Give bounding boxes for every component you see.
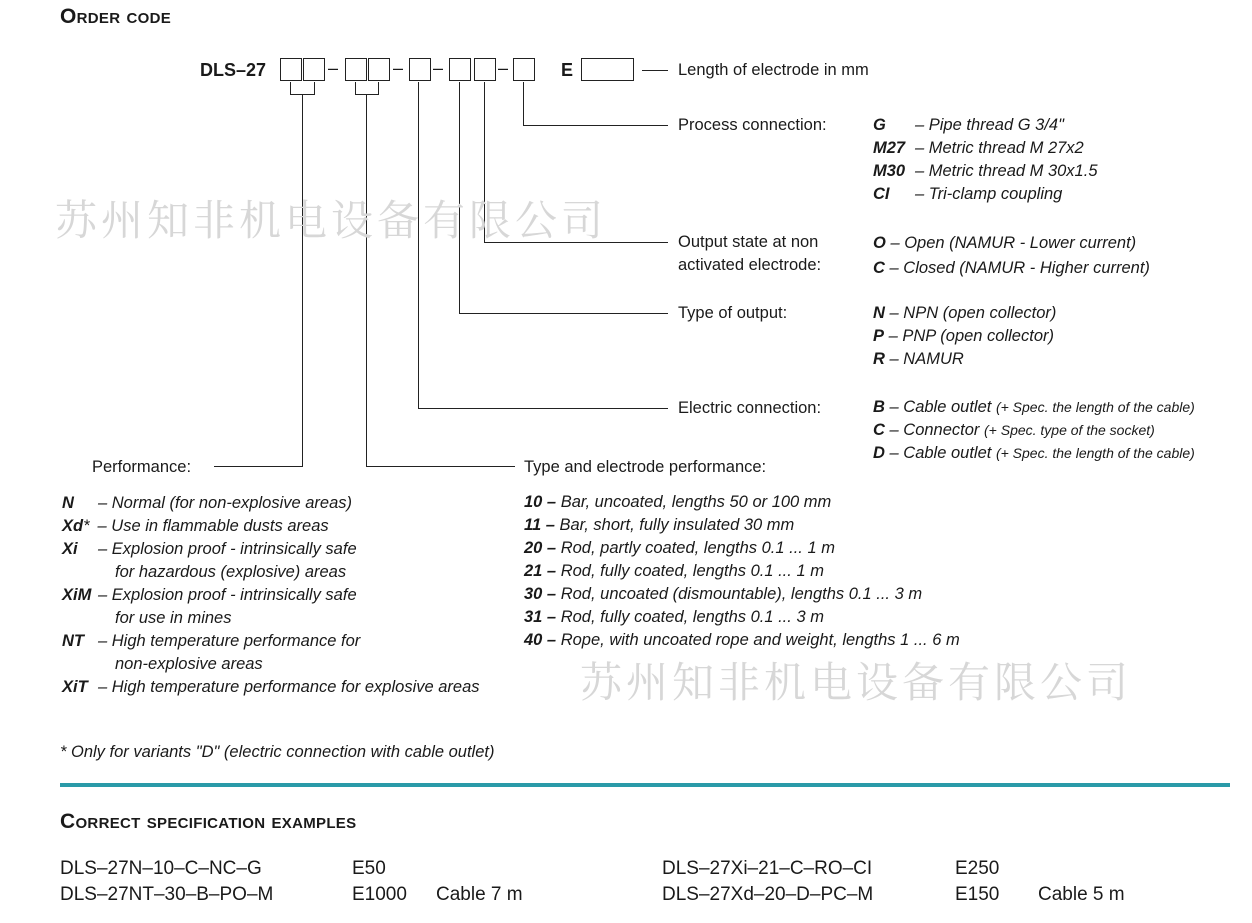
code-box-length (581, 58, 634, 81)
leader-line (366, 94, 367, 466)
bracket (290, 82, 291, 94)
code-box-electric (409, 58, 431, 81)
performance-option-cont: for hazardous (explosive) areas (115, 563, 347, 581)
example-length: E150 (955, 884, 1000, 905)
code-dash: – (328, 58, 339, 78)
performance-option: Xd* – Use in flammable dusts areas (62, 517, 329, 535)
code-box-performance-2 (303, 58, 325, 81)
leader-line (523, 125, 668, 126)
leader-line (418, 408, 668, 409)
process-option: G – Pipe thread G 3/4" (873, 116, 1064, 134)
section-divider (60, 783, 1230, 787)
process-label: Process connection: (678, 116, 827, 134)
type-perf-option: 40 – Rope, with uncoated rope and weight, lengths 1 ... 6 m (524, 631, 960, 649)
example-code: DLS–27Xi–21–C–RO–CI (662, 858, 873, 879)
electric-option: B – Cable outlet (+ Spec. the length of the cable) (873, 398, 1195, 416)
output-type-option: P – PNP (open collector) (873, 327, 1054, 345)
code-dash: – (498, 58, 509, 78)
bracket (314, 82, 315, 94)
example-length: E250 (955, 858, 1000, 879)
electric-label: Electric connection: (678, 399, 822, 417)
example-code: DLS–27Xd–20–D–PC–M (662, 884, 874, 905)
footnote: * Only for variants "D" (electric connection with cable outlet) (60, 743, 495, 761)
output-state-label: Output state at non (678, 233, 819, 251)
code-box-process (513, 58, 535, 81)
leader-line (642, 70, 668, 71)
electric-option: C – Connector (+ Spec. type of the socket) (873, 421, 1155, 439)
type-perf-option: 31 – Rod, fully coated, lengths 0.1 ... 3 m (524, 608, 824, 626)
example-extra: Cable 5 m (1038, 884, 1125, 905)
output-state-option: O – Open (NAMUR - Lower current) (873, 234, 1137, 252)
bracket (355, 82, 356, 94)
code-box-type-1 (345, 58, 367, 81)
type-perf-option: 21 – Rod, fully coated, lengths 0.1 ... 1 m (524, 562, 824, 580)
examples-title: Correct specification examples (60, 810, 357, 833)
example-length: E1000 (352, 884, 407, 905)
performance-option: XiT – High temperature performance for explosive areas (62, 678, 480, 696)
bracket (355, 94, 379, 95)
code-dash: – (393, 58, 404, 78)
type-perf-option: 10 – Bar, uncoated, lengths 50 or 100 mm (524, 493, 832, 511)
code-box-output-state (474, 58, 496, 81)
process-option: M30 – Metric thread M 30x1.5 (873, 162, 1098, 180)
page-title: Order code (60, 5, 172, 28)
leader-line (459, 313, 668, 314)
output-type-label: Type of output: (678, 304, 788, 322)
type-perf-option: 11 – Bar, short, fully insulated 30 mm (524, 516, 795, 534)
performance-option: Xi – Explosion proof - intrinsically safe (62, 540, 357, 558)
bracket (378, 82, 379, 94)
code-box-output-type (449, 58, 471, 81)
example-code: DLS–27N–10–C–NC–G (60, 858, 262, 879)
electric-option: D – Cable outlet (+ Spec. the length of the cable) (873, 444, 1195, 462)
type-perf-option: 30 – Rod, uncoated (dismountable), lengths 0.1 ... 3 m (524, 585, 923, 603)
performance-option: XiM – Explosion proof - intrinsically safe (62, 586, 357, 604)
performance-option-cont: for use in mines (115, 609, 232, 627)
leader-line (523, 82, 524, 125)
performance-option: N – Normal (for non-explosive areas) (62, 494, 353, 512)
performance-option: NT – High temperature performance for (62, 632, 361, 650)
watermark: 苏州知非机电设备有限公司 (580, 658, 1133, 707)
output-state-label: activated electrode: (678, 256, 822, 274)
output-type-option: N – NPN (open collector) (873, 304, 1057, 322)
code-dash: – (433, 58, 444, 78)
code-box-type-2 (368, 58, 390, 81)
leader-line (302, 94, 303, 466)
type-perf-label: Type and electrode performance: (524, 458, 767, 476)
type-perf-option: 20 – Rod, partly coated, lengths 0.1 ... 1 m (524, 539, 835, 557)
code-prefix: DLS–27 (200, 60, 267, 80)
code-box-performance-1 (280, 58, 302, 81)
process-option: CI – Tri-clamp coupling (873, 185, 1063, 203)
example-code: DLS–27NT–30–B–PO–M (60, 884, 274, 905)
output-type-option: R – NAMUR (873, 350, 964, 368)
example-extra: Cable 7 m (436, 884, 523, 905)
process-option: M27 – Metric thread M 27x2 (873, 139, 1084, 157)
output-state-option: C – Closed (NAMUR - Higher current) (873, 259, 1150, 277)
length-label: Length of electrode in mm (678, 61, 869, 79)
leader-line (366, 466, 515, 467)
example-length: E50 (352, 858, 386, 879)
watermark: 苏州知非机电设备有限公司 (55, 196, 608, 245)
performance-label: Performance: (92, 458, 192, 476)
performance-option-cont: non-explosive areas (115, 655, 263, 673)
code-e: E (561, 60, 574, 80)
leader-line (214, 466, 303, 467)
